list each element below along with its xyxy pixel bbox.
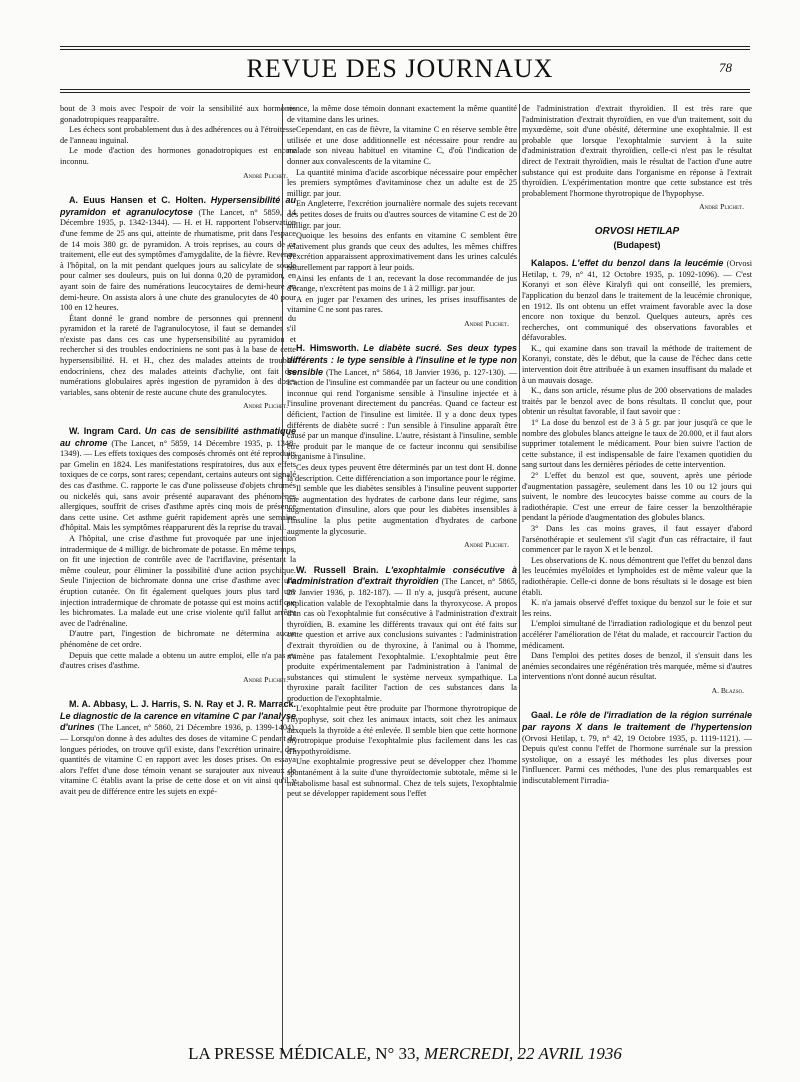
paragraph: En Angleterre, l'excrétion journalière normale des sujets recevant des petites doses de fruits ou d'autres sources de vitamine C est de 20 milligr. par jour.	[287, 199, 517, 230]
signature: André Plichet.	[243, 170, 288, 180]
paragraph: Ainsi les enfants de 1 an, recevant la dose recommandée de jus d'orange, n'excrètent pas moins de 1 à 2 milligr. par jour.	[287, 273, 517, 294]
header-rule-top-2	[60, 49, 750, 50]
article-heading	[287, 343, 517, 463]
paragraph: A en juger par l'examen des urines, les prises insuffisantes de vitamine C ne sont pas rares.	[287, 294, 517, 315]
paragraph: La quantité minima d'acide ascorbique nécessaire pour empêcher les premiers symptômes d'avitaminose chez un adulte est de 25 milligr. par jour.	[287, 167, 517, 198]
paragraph: Il semble que les diabètes sensibles à l'insuline peuvent supporter une augmentation des hydrates de carbone dans leur régime, sans augmentation d'insuline, alors que pour les diabètes insensibles à l'insuline la plus petite augmentation d'hydrates de carbone augmente la glycosurie.	[287, 484, 517, 536]
paragraph: Les effets toxiques des composés chromés ont été reproduits par Gmelin en 1824. Les manifestations respiratoires, dus aux effets toxiques de ce corps, sont rares; cependant, certains auteurs ont signalé des cas d'asthme. C. rapporte le cas d'une polisseuse d'objets chromés ou nickelés qui, sans avoir présenté auparavant des phénomènes allergiques, souffrit de crises d'asthme après cinq mois de présence dans cette usine. Cet asthme guérit rapidement après une semaine d'hôpital. Mais les symptômes réapparurent dès la reprise du travail.	[60, 449, 296, 533]
paragraph: bout de 3 mois avec l'espoir de voir la sensibilité aux hormones gonadotropiques reapparaître.	[60, 104, 296, 124]
article-authors: H. Himsworth.	[296, 343, 359, 354]
paragraph: L'exophtalmie peut être produite par l'hormone thyrotropique de l'hypophyse, soit chez les animaux intacts, soit chez les animaux auxquels la thyroïde a été enlevée. Il semble bien que cette hormone thyrotropique produise l'exophtalmie plus facilement dans les cas d'hypothyroïdisme.	[287, 704, 517, 756]
article-authors: Kalapos.	[531, 258, 569, 269]
paragraph: Dans l'emploi des petites doses de benzol, il s'ensuit dans les anémies secondaires une régénération très marquée, même si d'autres interventions n'ont donné aucun résultat.	[522, 651, 752, 682]
article-title: Hypersensibilité au pyramidon et agranulocytose	[60, 195, 296, 217]
paragraph: rience, la même dose témoin donnant exactement la même quantité de vitamine dans les urines.	[287, 104, 517, 124]
paragraph: 1° La dose du benzol est de 3 à 5 gr. par jour jusqu'à ce que le nombre des globules blancs atteigne le taux de 20.000, et il faut alors supprimer totalement le médicament. Pour bien suivre l'action de cette substance, il est indispensable de faire l'examen quotidien du sang surtout dans les dernières périodes de cette intervention.	[522, 418, 752, 470]
article-title: L'effet du benzol dans la leucémie	[571, 258, 724, 269]
paragraph: C'est Koranyi et son élève Kiralyfi qui ont conseillé, les premiers, l'application du benzol dans le traitement de la leucémie chronique, en 1912. Ils ont obtenu un effet vraiment favorable avec la dose encore non toxique du benzol. Quelques auteurs, après ces recherches, ont communiqué des observations favorables et défavorables.	[522, 269, 752, 343]
paragraph: 2° L'effet du benzol est que, souvent, après une période d'augmentation passagère, seulement dans les 10 ou 12 jours qui suivent, le nombre des leucocytes baisse comme au cours de la radiothérapie. C'est une erreur de faire cesser la benzolthérapie pendant la période d'augmentation des globules blancs.	[522, 471, 752, 523]
article-reference: (The Lancet, n° 5864, 18 Janvier 1936, p. 127-130). —	[326, 367, 517, 377]
article-heading	[522, 258, 752, 344]
paragraph: Les échecs sont probablement dus à des adhérences ou à l'étroitesse de l'anneau inguinal.	[60, 125, 296, 145]
paragraph: Les observations de K. nous démontrent que l'effet du benzol dans les leucémies myéloïdes et lymphoïdes est de même valeur que la radiothérapie. Celle-ci donne de bons résultats si le dosage est bien établi.	[522, 555, 752, 597]
column-divider	[519, 104, 520, 1054]
footer-issue: N° 33,	[375, 1044, 420, 1063]
article-heading	[522, 710, 752, 786]
signature: André Plichet.	[464, 318, 509, 328]
paragraph: L'action de l'insuline est commandée par un facteur ou une condition inconnue qui rend l'organisme sensible à l'insuline injectée et à l'insuline provenant directement du pancréas. Quand ce facteur est déficient, l'action de l'insuline est limitée. Il y a donc deux types différents de diabète sucré : l'un sensible à l'insuline apparaît être causé par un manque d'insuline. L'autre, résistant à l'insuline, semble être produit par le manque de ce facteur inconnu qui sensibilise l'organisme à l'insuline.	[287, 378, 517, 462]
article-authors: A. Euus Hansen et C. Holten.	[69, 195, 206, 206]
page-number: 78	[719, 60, 732, 75]
article-authors: Gaal.	[531, 710, 554, 721]
article-heading	[287, 565, 517, 705]
paragraph: A l'hôpital, une crise d'asthme fut provoquée par une injection intradermique de 4 milligr. de bichromate de potasse. En même temps, on fit une injection de contrôle avec de l'acriflavine, présentant la même couleur, pour éliminer la possibilité d'une action psychique. Seule l'injection de bichromate donna une crise d'asthme avec une éruption cutanée. On fit également quelques jours plus tard une injection intradermique de chromate de potasse qui est moins actif que les bichromates. La malade eut une crise violente qu'il fallut arrêter avec de l'adrénaline.	[60, 533, 296, 628]
running-title: REVUE DES JOURNAUX	[246, 54, 554, 83]
paragraph: 3° Dans les cas moins graves, il faut essayer d'abord l'arsénothérapie et seulement s'il s'agit d'un cas réfractaire, il faut commencer par le rayon X et le benzol.	[522, 523, 752, 555]
paragraph: Il n'y a, jusqu'à présent, aucune explication valable de l'exophtalmie dans la thyroxycose. A propos d'un cas où l'exophtalmie fut consécutive à l'administration d'extrait thyroïdien, B. examine les différents travaux qui ont été faits sur cette question et arrive aux conclusions suivantes : l'administration d'extrait thyroïdien ou de thyroxine, à l'animal ou à l'homme, n'amène pas fatalement l'exophtalmie. L'exophtalmie peut être produite expérimentalement par l'administration à l'animal de substances qui stimulent le système nerveux sympathique. La thyroxine paraît faciliter l'action de ces substances dans la production de l'exophtalmie.	[287, 587, 517, 703]
article-title: Un cas de sensibilité asthmatique au chrome	[60, 426, 296, 448]
article-reference: (The Lancet, n° 5860, 21 Décembre 1936, p. 1399-1404). —	[60, 723, 296, 744]
signature: André Plichet.	[243, 674, 288, 684]
article-authors: M. A. Abbasy, L. J. Harris, S. N. Ray et J. R. Marrack.	[69, 699, 296, 710]
article-reference: (The Lancet, n° 5859, 14 Décembre 1935, p. 1348-1349). —	[60, 438, 296, 459]
paragraph: Depuis qu'est connu l'effet de l'hormone surrénale sur la pression systolique, on a essayé les méthodes les plus diverses pour l'influencer. Parmi ces méthodes, l'une des plus remarquables est indiscutablement l'irradia-	[522, 744, 752, 786]
article-reference: (The Lancet, n° 5865, 25 Janvier 1936, p. 182-187). —	[287, 577, 517, 597]
section-subtitle: (Budapest)	[613, 239, 661, 250]
article-reference: (Orvosi Hetilap, t. 79, n° 42, 19 Octobre 1935, p. 1119-1121). —	[522, 733, 752, 743]
article-title: Le diagnostic de la carence en vitamine C par l'analyse d'urines	[60, 710, 296, 733]
article-reference: (The Lancet, n° 5859, 14 Décembre 1935, p. 1342-1344). —	[60, 207, 296, 228]
signature: A. Blazso.	[711, 685, 744, 695]
paragraph: H. et H. rapportent l'observation d'une femme de 25 ans qui, atteinte de rhumatisme, prit dans l'espace de 14 mois 380 gr. de pyramidon. A trois reprises, au cours de ce traitement, elle eut des symptômes d'amygdalite, de la fièvre. Revenue à l'hôpital, on la mit pendant quelques jours au salicylate de soude pour calmer ses douleurs, puis on lui donna 0,20 de pyramidon, en ayant soin de faire des numérations leucocytaires de demi-heure en demi-heure. On assista alors à une chute des granulocytes de 40 pour 100 en 12 heures.	[60, 218, 296, 313]
paragraph: Cependant, en cas de fièvre, la vitamine C en réserve semble être utilisée et une dose additionnelle est nécessaire pour rendre au malade son niveau habituel en vitamine C, d'où l'indication de donner aux convalescents de la vitamine C.	[287, 125, 517, 166]
header-rule-bottom-2	[60, 92, 750, 93]
paragraph: Étant donné le grand nombre de personnes qui prennent du pyramidon et la rareté de l'agranulocytose, il faut se demander s'il n'existe pas dans ces cas une hypersensibilité au pyramidon et rechercher si des troubles endocriniens ne sont pas à la base de cette hypersensibilité. H. et H., chez des malades atteints de troubles endocriniens, chez des malades atteints d'achylie, ont fait des numérations globulaires après ingestion de pyramidon à des doses variables, sans obtenir de reste aucune chute des granulocytes.	[60, 313, 296, 397]
column-divider	[282, 104, 283, 1054]
signature: André Plichet.	[699, 202, 744, 212]
page-footer	[60, 1044, 750, 1064]
paragraph: K., qui examine dans son travail la méthode de traitement de Koranyi, constate, dès le début, que la cause de l'échec dans cette intervention doit être attribuée à un examen insuffisant du malade et à un mauvais dosage.	[522, 343, 752, 385]
section-title: ORVOSI HETILAP	[594, 225, 680, 237]
article-reference: (Orvosi Hetilap, t. 79, n° 41, 12 Octobre 1935, p. 1092-1096). —	[522, 259, 752, 279]
paragraph: Depuis que cette malade a obtenu un autre emploi, elle n'a pas eu d'autres crises d'asthme.	[60, 650, 296, 671]
column-3	[522, 104, 752, 1054]
article-authors: W. Ingram Card.	[69, 426, 141, 437]
column-2	[287, 104, 517, 1054]
header-rule-bottom-1	[60, 89, 750, 90]
paragraph: Lorsqu'on donne à des adultes des doses de vitamine C pendant de longues périodes, on trouve qu'il existe, dans l'excrétion urinaire, des quantités de vitamine C en rapport avec les doses prises. On essaya alors l'effet d'une dose témoin venant se surajouter aux niveaux de vitamine C établis avant la prise de cette dose et on vit ainsi qu'il y avait peu de différence entre les sujets en expé-	[60, 734, 296, 797]
article-title: L'exophtalmie consécutive à l'administration d'extrait thyroïdien	[287, 564, 517, 587]
paragraph: de l'administration d'extrait thyroïdien. Il est très rare que l'administration d'extrait thyroïdien, en vue d'un traitement, soit du myxœdème, soit d'une obésité, détermine une exophtalmie. Il est probable que lorsque l'exophtalmie survient à la suite d'administration d'extrait thyroïdien, celle-ci n'est pas le résultat direct de l'extrait thyroïdien, mais le résultat de l'action d'une autre substance qui est produite dans l'organisme en réponse à l'extrait thyroïdien. L'expérimentation montre que cette substance est très probablement l'hormone thyrotropique de l'hypophyse.	[522, 104, 752, 198]
signature: André Plichet.	[464, 540, 509, 550]
signature: André Plichet.	[243, 401, 288, 411]
paragraph: K. n'a jamais observé d'effet toxique du benzol sur le foie et sur les reins.	[522, 598, 752, 618]
article-heading	[60, 195, 296, 314]
article-title: Le rôle de l'irradiation de la région surrénale par rayons X dans le traitement de l'hypertension	[522, 710, 752, 733]
paragraph: Quoique les besoins des enfants en vitamine C semblent être relativement plus grands que ceux des adultes, les mêmes chiffres d'excrétion apparaissent approximativement dans les urines calculés naturellement par rapport à leur poids.	[287, 231, 517, 272]
footer-journal: LA PRESSE MÉDICALE,	[188, 1044, 371, 1063]
paragraph: D'autre part, l'ingestion de bichromate ne détermina aucun phénomène de cet ordre.	[60, 629, 296, 649]
article-authors: W. Russell Brain.	[296, 564, 379, 575]
header-rule-top-1	[60, 46, 750, 47]
article-heading	[60, 699, 296, 797]
article-heading	[60, 426, 296, 534]
paragraph: Le mode d'action des hormones gonadotropiques est encore inconnu.	[60, 146, 296, 166]
paragraph: K., dans son article, résume plus de 200 observations de malades traités par le benzol avec de bons résultats. Il conclut que, pour obtenir un résultat favorable, il faut savoir que :	[522, 386, 752, 417]
paragraph: L'emploi simultané de l'irradiation radiologique et du benzol peut accélérer l'amélioration de l'état du malade, et raccourcir l'action du médicament.	[522, 619, 752, 650]
column-1	[60, 104, 296, 1054]
paragraph: Ces deux types peuvent être déterminés par un test dont H. donne la description. Cette différenciation a son importance pour le régime.	[287, 463, 517, 483]
article-title: Le diabète sucré. Ses deux types différents : le type sensible à l'insuline et le type non sensible	[287, 343, 517, 377]
paragraph: Une exophtalmie progressive peut se développer chez l'homme spontanément à la suite d'une thyroïdectomie subtotale, même si le métabolisme basal est subnormal. Chez de tels sujets, l'exophtalmie peut se développer rapidement sous l'effet	[287, 757, 517, 799]
footer-date: MERCREDI, 22 AVRIL 1936	[424, 1044, 622, 1063]
